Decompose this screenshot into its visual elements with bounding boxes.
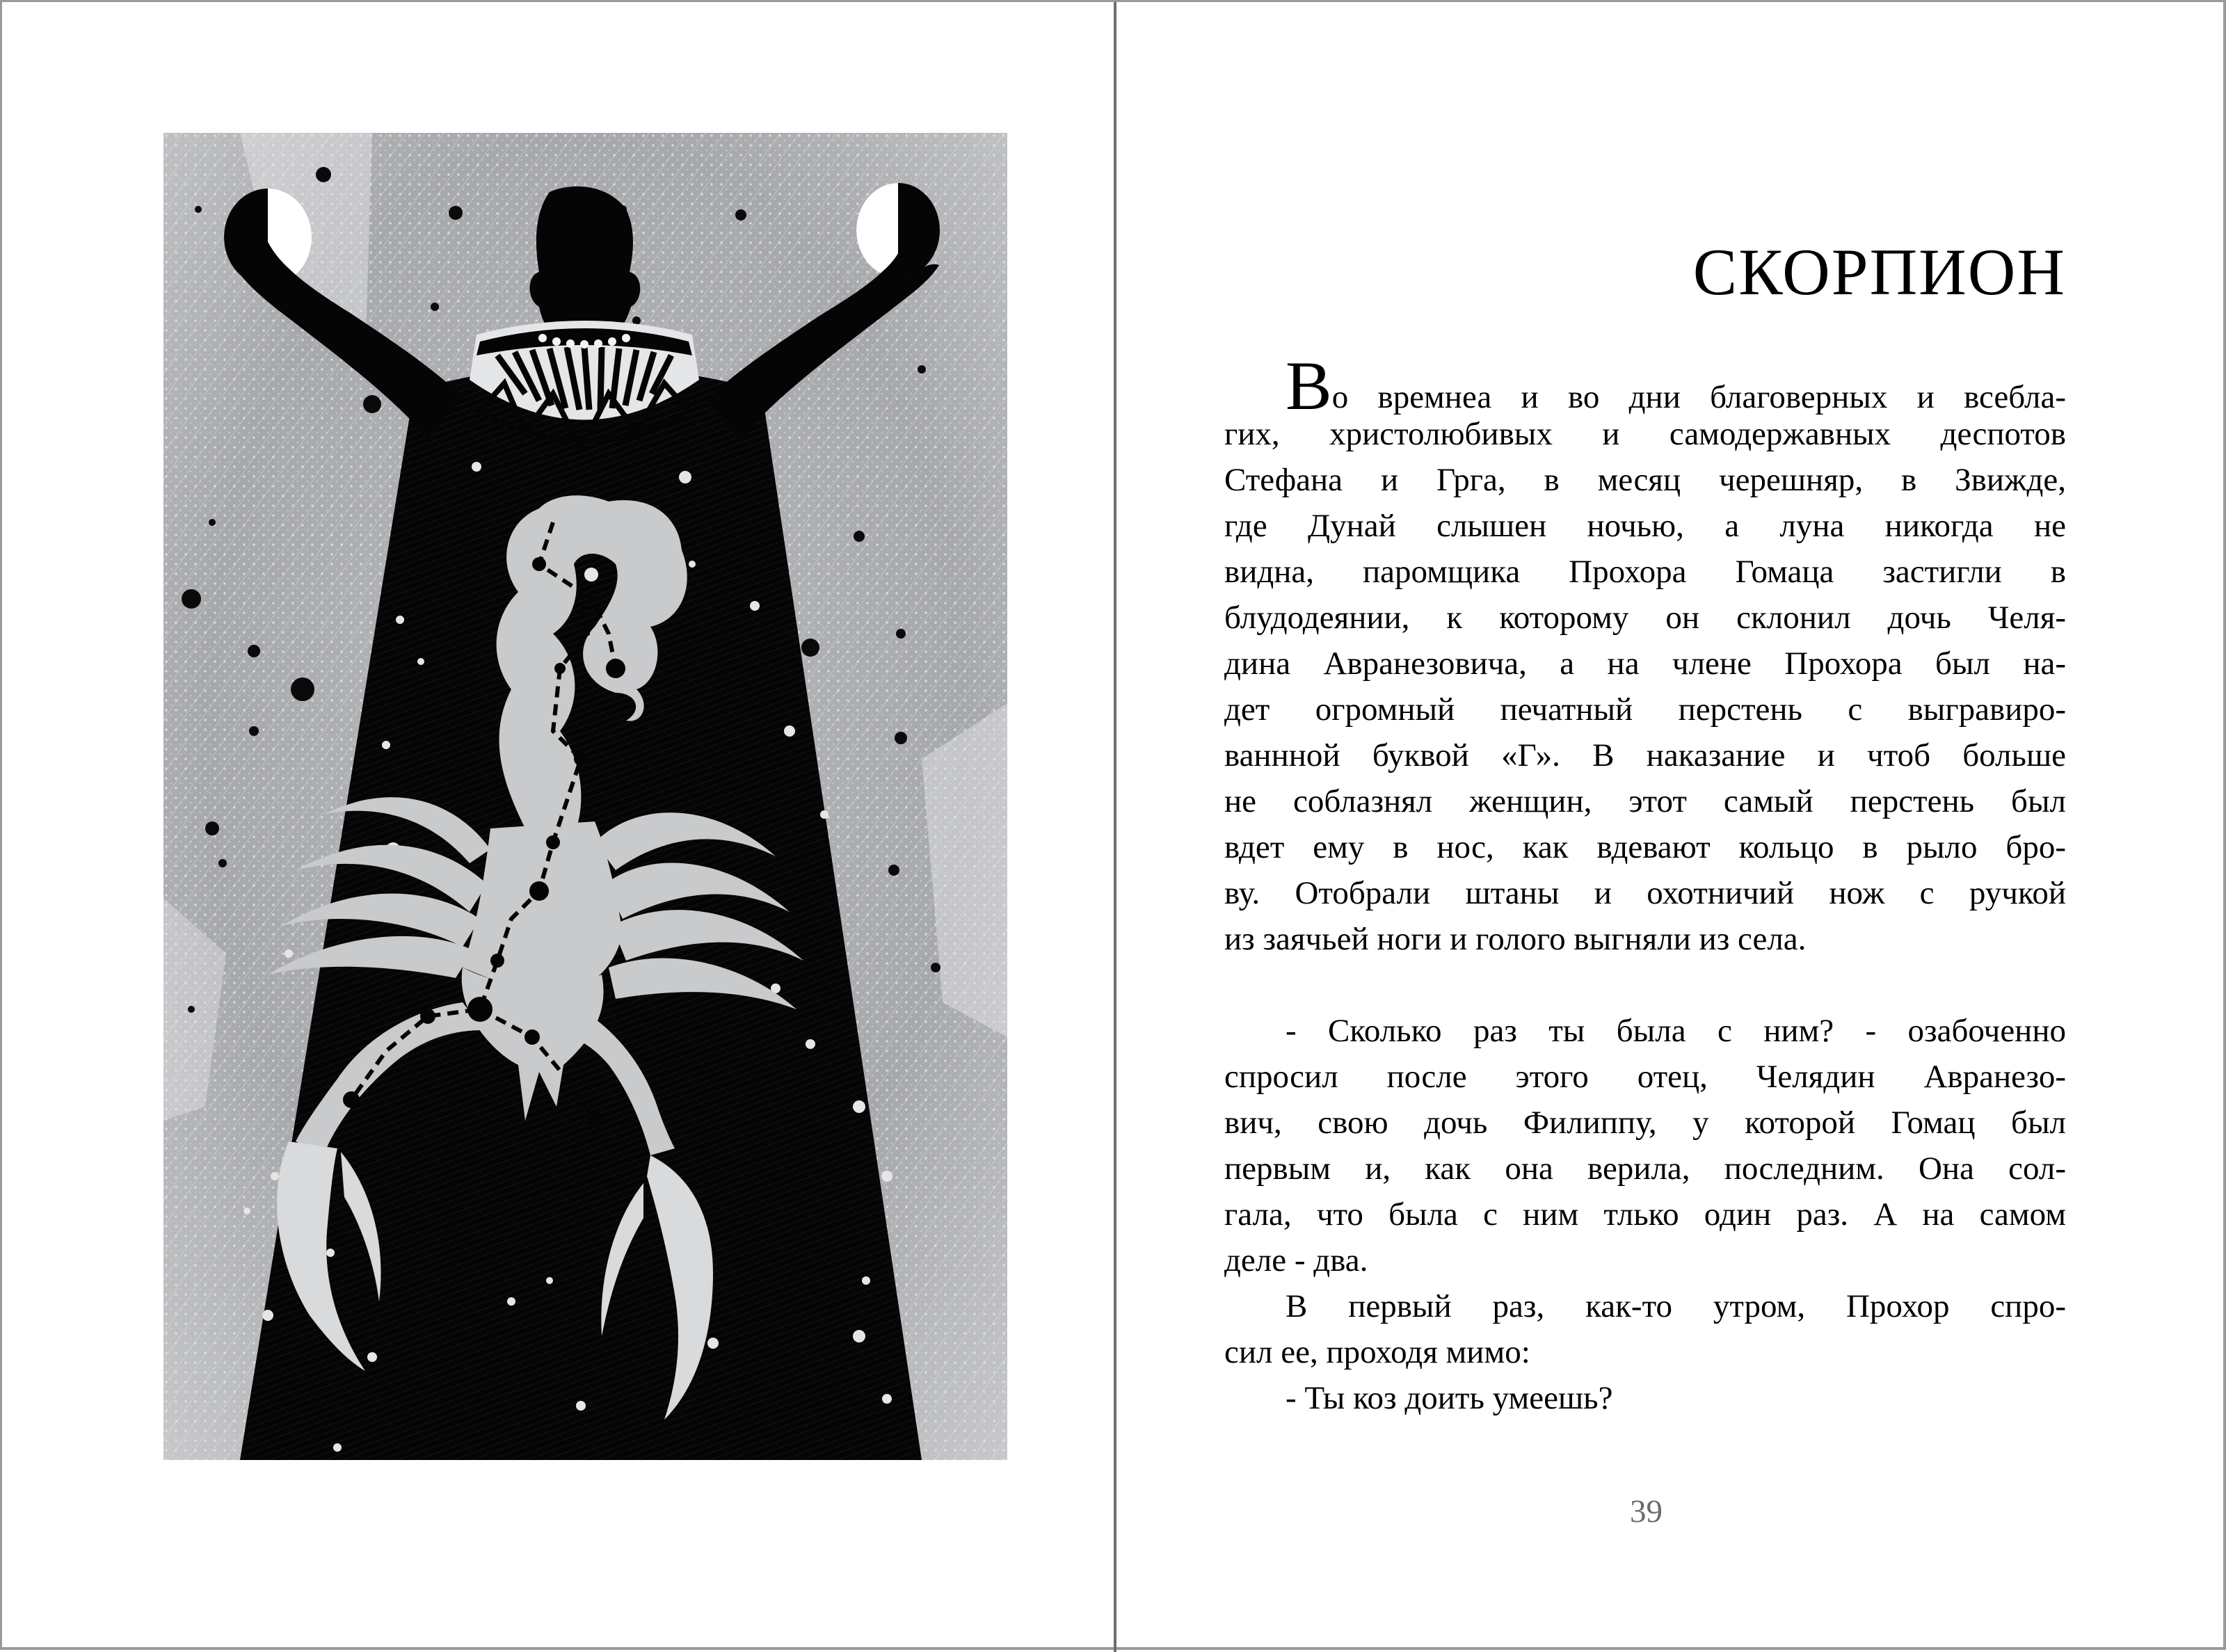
text-line: сил ее, проходя мимо:: [1224, 1334, 1530, 1370]
text-line: не соблазнял женщин, этот самый перстень был: [1224, 783, 2066, 819]
text-line: гала, что была с ним тлько один раз. А на самом: [1224, 1196, 2066, 1233]
scorpion-illustration: [163, 133, 1007, 1460]
text-line: первым и, как она верила, последним. Она сол-: [1224, 1150, 2066, 1187]
left-page: [2, 2, 1114, 1652]
text-line: Во времнеа и во дни благоверных и всебла-: [1286, 347, 2066, 424]
text-line: блудодеянии, к которому он склонил дочь Челя-: [1224, 600, 2066, 636]
chapter-title: СКОРПИОН: [1692, 235, 2066, 309]
drop-cap: В: [1286, 347, 1332, 424]
text-line: видна, паромщика Прохора Гомаца застигли в: [1224, 554, 2066, 590]
right-page: [1116, 2, 2226, 1652]
text-line: ваннной буквой «Г». В наказание и чтоб больше: [1224, 737, 2066, 773]
text-line: дина Авранезовича, а на члене Прохора был на-: [1224, 645, 2066, 682]
text-line: где Дунай слышен ночью, а луна никогда не: [1224, 508, 2066, 544]
text-line: дет огромный печатный перстень с выгравиро-: [1224, 691, 2066, 728]
paragraph-gap: [1224, 962, 2066, 1008]
text-line: спросил после этого отец, Челядин Авранезо-: [1224, 1059, 2066, 1095]
chapter-body-text: [1224, 347, 2066, 1421]
text-line: гих, христолюбивых и самодержавных деспотов: [1224, 416, 2066, 452]
scorpion-figure: [163, 133, 1007, 1460]
text-line: - Ты коз доить умеешь?: [1286, 1380, 1613, 1416]
text-line: вич, свою дочь Филиппу, у которой Гомац был: [1224, 1105, 2066, 1141]
text-line: вдет ему в нос, как вдевают кольцо в рыло бро-: [1224, 829, 2066, 865]
page-number: 39: [1630, 1493, 1663, 1530]
text-line: из заячьей ноги и голого выгняли из села.: [1224, 921, 1807, 957]
text-line: В первый раз, как-то утром, Прохор спро-: [1286, 1288, 2066, 1324]
text-line: Стефана и Грга, в месяц черешняр, в Звижде,: [1224, 462, 2066, 498]
text-line: ву. Отобрали штаны и охотничий нож с ручкой: [1224, 875, 2066, 911]
text-line: деле - два.: [1224, 1242, 1368, 1278]
text-line: - Сколько раз ты была с ним? - озабоченно: [1286, 1013, 2066, 1049]
